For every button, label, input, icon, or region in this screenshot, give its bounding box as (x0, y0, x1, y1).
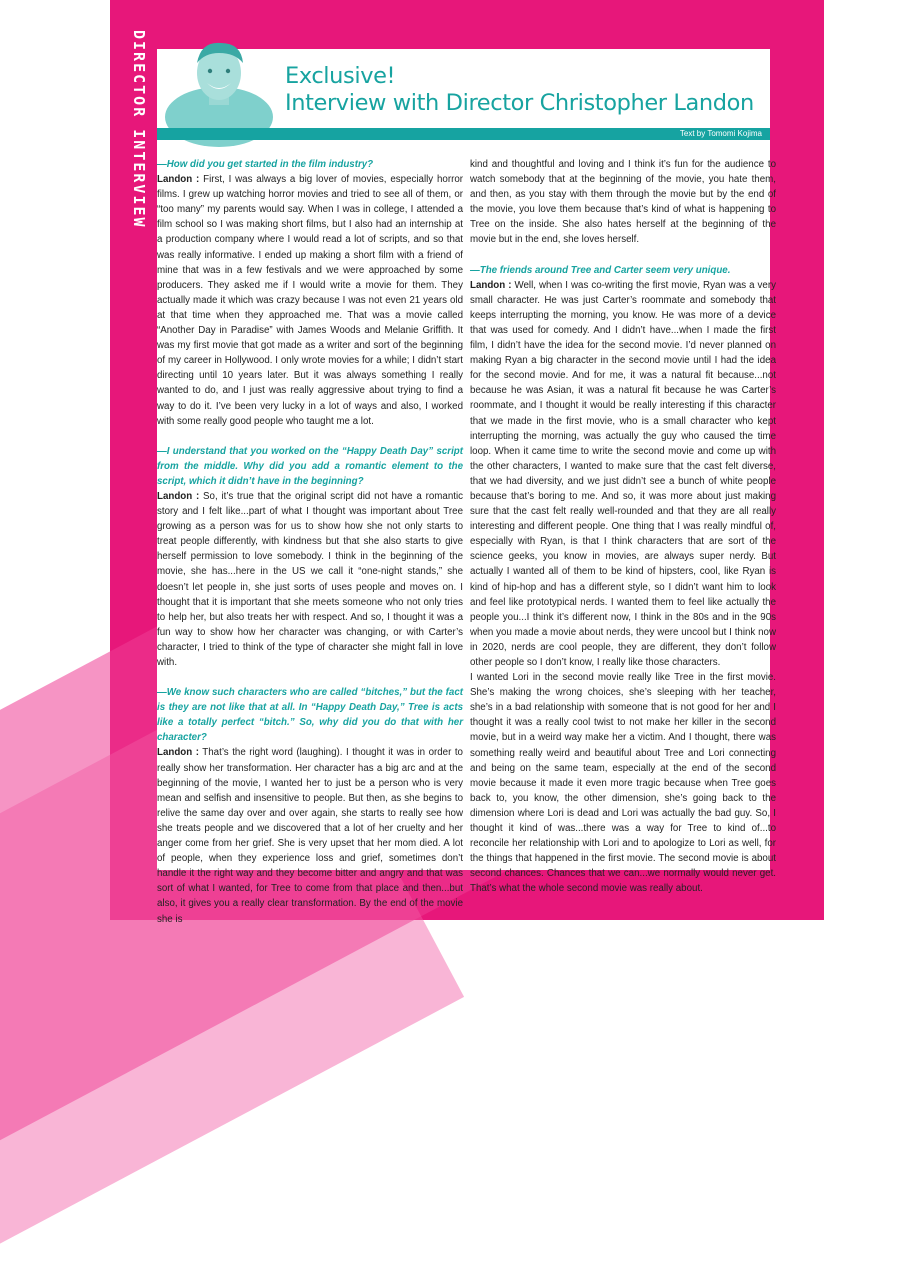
interview-answer (157, 745, 463, 926)
answer-text: Well, when I was co-writing the first movie, Ryan was a very small character. He was just Carter’s roommate and somebody that keeps interrupting the morning, you know. He was more of a device that was used for comedy. And I didn’t have...when I made the first film, I didn’t have the idea for the second movie. I’d never planned on making Ryan a big character in the second movie until I had the idea for the second movie. And for me, it was a natural fit because...not because he was Asian, it was a natural fit because he was Carter’s roommate, and I thought it would be really interesting if this character that we made in the first movie, who is a small character who kept interrupting the morning, was actually the guy who caused the time loop. When it came time to write the second movie and come up with the other characters, I wanted to make sure that the cast felt diverse, that we had diversity, and we just didn’t see a bunch of white people because that’s boring to me. And so, it was more about just making sure that the cast felt really well-rounded and that they are all really interesting and different people. One thing that I was really mindful of, especially with Ryan, is that I think characters that are sort of the science geeks, you know in movies, are always super nerdy. But actually I wanted all of them to be kind of hipsters, cool, like Ryan is kind of hip-hop and has a different style, so I didn’t want him to look and feel like prototypical nerds. I wanted them to feel like actually the people you...I think it’s different now, I think in the 80s and in the 90s when you made a movie about nerds, they were uncool but I think now in 2020, nerds are cool people, they are different, they don’t follow other people so I don’t know, I really like those characters. (470, 279, 776, 668)
interview-question: —I understand that you worked on the “Happy Death Day” script from the middle. Why did you add a romantic element to the script, which it didn’t have in the beginning? (157, 445, 463, 487)
speaker-label: Landon : (157, 490, 200, 502)
right-column (470, 157, 776, 895)
interview-answer (470, 278, 776, 670)
left-column (157, 157, 463, 925)
interview-question: —We know such characters who are called “bitches,” but the fact is they are not like that at all. In “Happy Death Day,” Tree is acts like a totally perfect “bitch.” So, why did you do that with her character? (157, 687, 463, 744)
article-header (157, 49, 770, 129)
speaker-label: Landon : (157, 174, 200, 186)
title-line-1: Exclusive! (285, 63, 396, 89)
interview-answer (157, 489, 463, 670)
interview-answer (157, 172, 463, 429)
answer-paragraph: I wanted Lori in the second movie really like Tree in the first movie. She’s making the wrong choices, she’s sleeping with her teacher, she’s in a bad relationship with someone that is not good for her and I thought it was a really cool twist to not make her killer in the second movie, but in a weird way make her a victim. And I thought, there was something really weird and beautiful about Tree and Lori connecting and being on the same team, especially at the end of the second movie because it made it even more tragic because when Tree goes back to, you know, the other dimension, she’s going back to the dimension where Lori is dead and Lori was actually the bad guy. So, I thought it kind of was...there was a way for Tree to kind of...to reconcile her relationship with Lori and to apologize to Lori as well, for the things that happened in the first movie. The second movie is about second chances. Chances that we can...we normally would never get. That’s what the whole second movie was really about. (470, 672, 776, 895)
answer-text: That’s the right word (laughing). I thought it was in order to really show her transformation. Her character has a big arc and at the beginning of the movie, I wanted her to just be a person who is very mean and selfish and insensitive to people. But then, as she begins to relive the same day over and over again, she starts to really see how she treats people and we discovered that a lot of her cruelty and her anger come from her grief. She is very upset that her mom died. A lot of people, when they experience loss and grief, sometimes don’t handle it the right way and they become bitter and angry and that was sort of what I wanted, for Tree to come from that place and then...but also, it gives you a really clear transformation. By the end of the movie she is (157, 747, 463, 925)
director-portrait-icon (165, 39, 273, 127)
magazine-page-background (110, 0, 824, 925)
answer-text: First, I was always a big lover of movies, especially horror films. I grew up watching horror movies and tried to see all of them, or “too many” my parents would say. When I was in college, I attended a film school so I was making short films, but I also had an internship at a production company where I would read a lot of scripts, and so that was really informative. I ended up making a short film with a friend of mine that was in a few festivals and we were approached by some producers. They asked me if I would write a movie for them. They actually made it which was crazy because I was not even 21 years old at that time when they approached me. That was a movie called “Another Day in Paradise” with James Woods and Melanie Griffith. It was my first movie that got made as a writer and sort of the beginning of my career in Hollywood. I only wrote movies for a while; I didn’t start directing until 10 years later. But it was always something I really wanted to do, and I just was really aggressive about trying to find a way to do it. I’ve been very lucky in a lot of ways and also, I worked with some really good people who taught me a lot. (157, 174, 463, 427)
interview-question: —How did you get started in the film industry? (157, 159, 374, 170)
title-line-2: Interview with Director Christopher Landon (285, 90, 754, 116)
title-underline-bar (157, 128, 770, 140)
interview-question: —The friends around Tree and Carter seem very unique. (470, 264, 731, 276)
article-page (157, 49, 776, 925)
speaker-label: Landon : (157, 747, 199, 759)
section-label: DIRECTOR INTERVIEW (130, 30, 148, 229)
speaker-label: Landon : (470, 279, 512, 291)
answer-continuation: kind and thoughtful and loving and I think it’s fun for the audience to watch somebody that at the beginning of the movie, you hate them, and then, as you stay with them through the movie but by the end of the movie, you love them because that’s kind of what is happening to Tree on the inside. She also hates herself at the beginning of the movie but in the end, she loves herself. (470, 159, 776, 246)
article-title (285, 63, 770, 117)
byline: Text by Tomomi Kojima (679, 129, 762, 138)
answer-text: So, it’s true that the original script did not have a romantic story and I felt like...part of what I thought was important about Tree growing as a person was for us to show how she not only starts to treat people differently, with kindness but that she also starts to give herself permission to love somebody. I think in the beginning of the movie, she has...here in the US we call it “one-night stands,” she doesn’t let people in, she just sorts of uses people and moves on. I thought that it is important that she meets someone who not only tries to help her, but also treats her with respect. And so, I thought it was a fun way to show how her character was changing, or with Carter’s character, I tried to think of the type of character she might fall in love with. (157, 490, 463, 668)
